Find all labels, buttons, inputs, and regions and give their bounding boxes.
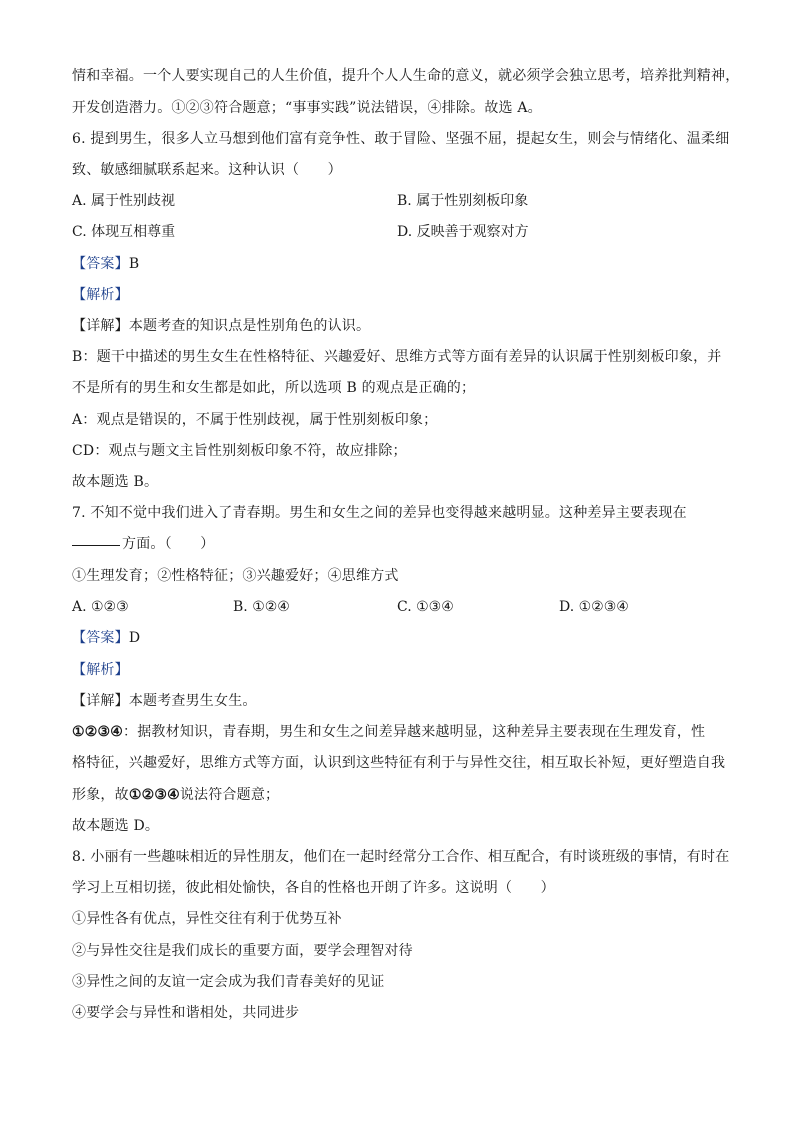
detail-text: 本题考查的知识点是性别角色的认识。 xyxy=(128,318,371,334)
q6-explanation: 不是所有的男生和女生都是如此，所以选项 B 的观点是正确的； xyxy=(72,380,476,396)
q6-conclusion: 故本题选 B。 xyxy=(72,474,159,490)
analysis-tag: 【解析】 xyxy=(72,287,129,303)
answer-tag: 【答案】 xyxy=(72,630,129,646)
q6-explanation: A：观点是错误的，不属于性别歧视，属于性别刻板印象； xyxy=(72,412,438,428)
detail-tag: 【详解】 xyxy=(72,693,129,709)
q7-explanation: 形象，故①②③④说法符合题意； xyxy=(72,787,280,803)
q7-detail xyxy=(72,691,257,711)
q8-item: ①异性各有优点，异性交往有利于优势互补 xyxy=(72,911,342,927)
q7-stem: 方面。（ ） xyxy=(72,534,214,554)
answer-value: B xyxy=(128,256,140,272)
q6-explanation: B：题干中描述的男生女生在性格特征、兴趣爱好、思维方式等方面有差异的认识属于性别刻板印象，并 xyxy=(72,349,722,365)
q7-items: ①生理发育；②性格特征；③兴趣爱好；④思维方式 xyxy=(72,568,399,584)
q7-stem: 7. 不知不觉中我们进入了青春期。男生和女生之间的差异也变得越来越明显。这种差异主要表现在 xyxy=(72,505,687,521)
paragraph-line: 开发创造潜力。①②③符合题意；“事事实践”说法错误，④排除。故选 A。 xyxy=(72,100,542,116)
q7-conclusion: 故本题选 D。 xyxy=(72,818,160,834)
q6-stem: 致、敏感细腻联系起来。这种认识（ ） xyxy=(72,162,342,178)
detail-tag: 【详解】 xyxy=(72,318,129,334)
q8-stem: 学习上互相切搓，彼此相处愉快，各自的性格也开朗了许多。这说明（ ） xyxy=(72,880,555,896)
q7-answer xyxy=(72,628,140,648)
q8-item: ②与异性交往是我们成长的重要方面，要学会理智对待 xyxy=(72,943,413,959)
q6-option-d: D. 反映善于观察对方 xyxy=(397,224,529,240)
q6-explanation: CD：观点与题文主旨性别刻板印象不符，故应排除； xyxy=(72,443,407,459)
answer-tag: 【答案】 xyxy=(72,256,129,272)
q6-answer xyxy=(72,254,139,274)
q6-detail xyxy=(72,316,370,336)
q8-item: ④要学会与异性和谐相处，共同进步 xyxy=(72,1005,300,1021)
q8-item: ③异性之间的友谊一定会成为我们青春美好的见证 xyxy=(72,974,385,990)
q7-option-c: C. ①③④ xyxy=(397,599,454,615)
q6-option-b: B. 属于性别刻板印象 xyxy=(397,193,529,209)
answer-value: D xyxy=(128,630,141,646)
q7-explanation: ①②③④：据教材知识，青春期，男生和女生之间差异越来越明显，这种差异主要表现在生理发育，性 xyxy=(72,724,706,740)
q7-option-b: B. ①②④ xyxy=(233,599,290,615)
analysis-tag: 【解析】 xyxy=(72,662,129,678)
paragraph-line: 情和幸福。一个人要实现自己的人生价值，提升个人人生命的意义，就必须学会独立思考，培养批判精神， xyxy=(72,68,740,84)
q7-option-d: D. ①②③④ xyxy=(559,599,629,615)
q8-stem: 8. 小丽有一些趣味相近的异性朋友，他们在一起时经常分工合作、相互配合，有时谈班级的事情，有时在 xyxy=(72,849,730,865)
q6-option-c: C. 体现互相尊重 xyxy=(72,224,176,240)
q6-stem: 6. 提到男生，很多人立马想到他们富有竞争性、敢于冒险、坚强不屈，提起女生，则会与情绪化、温柔细 xyxy=(72,131,730,147)
q6-option-a: A. 属于性别歧视 xyxy=(72,193,176,209)
q7-option-a: A. ①②③ xyxy=(72,599,129,615)
detail-text: 本题考查男生女生。 xyxy=(128,693,257,709)
q7-explanation: 格特征，兴趣爱好，思维方式等方面，认识到这些特征有利于与异性交往，相互取长补短，更好塑造自我 xyxy=(72,755,726,771)
answer-blank xyxy=(72,544,120,546)
